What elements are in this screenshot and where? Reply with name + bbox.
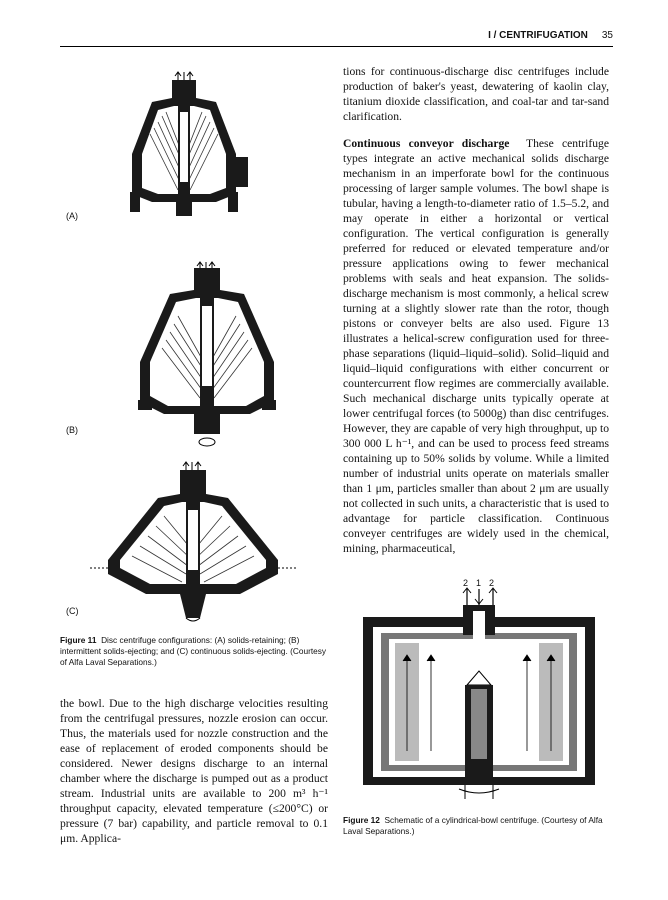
figure-12-label-1: 1 (476, 578, 482, 588)
left-column (60, 696, 328, 846)
disc-centrifuge-c-drawing (90, 462, 296, 621)
figure-11-caption (60, 635, 328, 668)
right-column-paragraph-2-text: These centrifuge types integrate an active mechanical solids discharge mechanism in an imperforate bowl for the continuous processing of larger sample volumes. The bowl shape is tubular, having a length-to-diameter ratio of 1.5–5.2, and may operate in either a horizontal or vertical configuration. The vertical configuration is generally preferred for reduced or elevated temperature and/or pressure applications owing to fewer mechanical problems with seals and heat expansion. The solids-discharge mechanism is most commonly, a helical screw turning at a slightly slower rate than the rotor, though pistons or conveyer belts are also used. Figure 13 illustrates a helical-screw configuration used for three-phase separations (liquid–liquid–solid). Solid–liquid and liquid–liquid configurations with either concurrent or countercurrent flow regimes are commercially available. Such mechanical discharge units typically operate at lower centrifugal forces (to 5000g) than disc centrifuges. However, they are capable of very high throughput, up to 300 000 L h⁻¹, and can be used to process feed streams containing up to 50% solids by volume. While a limited number of industrial units operate on materials smaller than 1 μm, particles smaller than about 2 μm are usually not collected in such units, a characteristic that is used to advantage for particle classification. Continuous conveyer centrifuges are widely used in the chemical, mining, pharmaceutical, (343, 137, 609, 555)
right-column (343, 64, 609, 556)
figure-11-label-b: (B) (66, 425, 78, 435)
figure-11-caption-text: Disc centrifuge configurations: (A) solids-retaining; (B) intermittent solids-ejecting; and (C) continuous solids-ejecting. (Courtesy of Alfa Laval Separations.) (60, 635, 327, 667)
run-in-heading: Continuous conveyor discharge (343, 137, 510, 150)
figure-11-label-c: (C) (66, 606, 79, 616)
figure-11-label-a: (A) (66, 211, 78, 221)
figure-12-label-2-right: 2 (489, 578, 495, 588)
figure-11 (60, 62, 300, 632)
figure-11-caption-label: Figure 11 (60, 635, 97, 645)
disc-centrifuge-b-drawing (138, 262, 276, 446)
figure-12-caption-text: Schematic of a cylindrical-bowl centrifuge. (Courtesy of Alfa Laval Separations.) (343, 815, 603, 836)
page-number: 35 (601, 30, 613, 41)
left-column-paragraph: the bowl. Due to the high discharge velocities resulting from the centrifugal pressures, nozzle erosion can occur. Thus, the materials used for nozzle construction and the ease of replacement of eroded components should be considered. Newer designs discharge to an internal chamber where the discharge is pumped out as a product stream. Industrial units are available to 200 m³ h⁻¹ throughput capacity, elevated temperature (≤200°C) or pressure (7 bar) capability, and particle removal to 0.1 μm. Applica- (60, 697, 328, 845)
disc-centrifuge-a-drawing (130, 72, 248, 216)
right-column-paragraph-1: tions for continuous-discharge disc centrifuges include production of baker's yeast, dewatering of kaolin clay, titanium dioxide classification, and coal-tar and tar-sand clarification. (343, 65, 609, 123)
figure-12-label-2-left: 2 (463, 578, 469, 588)
figure-12-caption (343, 815, 609, 837)
right-column-paragraph-2 (343, 136, 609, 556)
figure-12-caption-label: Figure 12 (343, 815, 380, 825)
cylindrical-bowl-centrifuge-drawing (363, 588, 595, 799)
running-header (60, 30, 613, 47)
figure-12 (355, 575, 605, 805)
section-title: I / CENTRIFUGATION (488, 30, 588, 41)
